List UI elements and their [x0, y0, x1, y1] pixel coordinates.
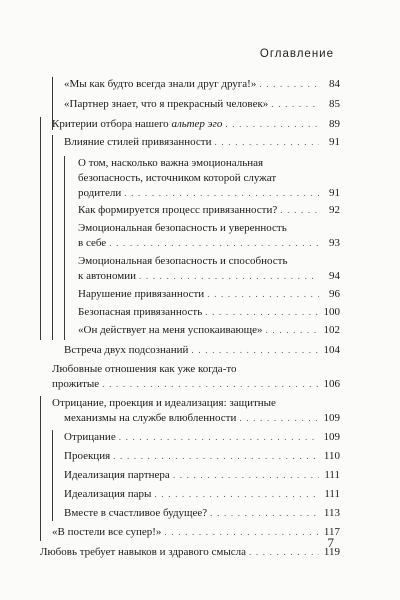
- toc-entry: [78, 203, 340, 218]
- toc-entry-page: 104: [323, 344, 340, 356]
- toc-entry-page: 100: [323, 306, 340, 318]
- toc-entry-title: к автономии: [78, 270, 136, 282]
- vertical-rule: [52, 77, 53, 130]
- toc-entry-title: Вместе в счастливое будущее?: [64, 507, 208, 519]
- dot-leader: [259, 77, 319, 92]
- toc-entry-page: 106: [323, 378, 340, 390]
- dot-leader: [207, 287, 319, 302]
- toc-entry-title: родители: [78, 187, 122, 199]
- page-number: 7: [327, 535, 334, 550]
- emphasis-text: альтер эго: [171, 118, 223, 130]
- toc-entry: [52, 117, 340, 132]
- toc-entry-title: Нарушение привязанности: [78, 288, 205, 300]
- toc-entry-title: в себе: [78, 237, 107, 249]
- toc-entry-page: 91: [329, 136, 340, 148]
- dot-leader: [266, 323, 319, 338]
- toc-entry-page: 85: [329, 98, 340, 110]
- toc-entry-title: Отрицание: [64, 431, 116, 443]
- toc-entry-page: 113: [323, 507, 340, 519]
- dot-leader: [109, 236, 319, 251]
- toc-entry-page: 94: [329, 270, 340, 282]
- dot-leader: [205, 305, 319, 320]
- toc-entry-page: 102: [323, 324, 340, 336]
- toc-entry-page: 84: [329, 78, 340, 90]
- toc-entry-line: Эмоциональная безопасность и способность: [78, 255, 288, 267]
- toc-entry: [78, 236, 340, 251]
- toc-entry-title: Безопасная привязанность: [78, 306, 203, 318]
- toc-entry-title: Влияние стилей привязанности: [64, 136, 212, 148]
- vertical-rule: [64, 156, 65, 340]
- toc-entry-page: 111: [324, 488, 340, 500]
- dot-leader: [210, 506, 319, 521]
- dot-leader: [271, 97, 319, 112]
- dot-leader: [164, 525, 319, 540]
- vertical-rule: [40, 396, 41, 541]
- toc-entry-title: Идеализация партнера: [64, 469, 170, 481]
- toc-entry: [64, 430, 340, 445]
- dot-leader: [102, 377, 319, 392]
- toc-entry-title: «Партнер знает, что я прекрасный человек»: [64, 98, 269, 110]
- toc-entry: [78, 269, 340, 284]
- dot-leader: [154, 487, 319, 502]
- toc-entry-title: механизмы на службе влюбленности: [64, 412, 237, 424]
- toc-entry: [64, 468, 340, 483]
- toc-entry-line: Любовные отношения как уже когда-то: [52, 363, 237, 375]
- toc-entry-title: Идеализация пары: [64, 488, 152, 500]
- dot-leader: [139, 269, 319, 284]
- toc-entry: [64, 343, 340, 358]
- toc-entry: [64, 449, 340, 464]
- dot-leader: [225, 117, 319, 132]
- toc-entry-page: 91: [329, 187, 340, 199]
- toc-entry-title: Критерии отбора нашего альтер эго: [52, 118, 223, 130]
- vertical-rule: [40, 117, 41, 340]
- vertical-rule: [52, 430, 53, 521]
- toc-entry-page: 109: [323, 431, 340, 443]
- toc-entry-title: «Он действует на меня успокаивающе»: [78, 324, 263, 336]
- toc-entry-page: 89: [329, 118, 340, 130]
- toc-entry-page: 92: [329, 204, 340, 216]
- toc-entry-page: 109: [323, 412, 340, 424]
- toc-entry-page: 96: [329, 288, 340, 300]
- dot-leader: [119, 430, 319, 445]
- toc-entry: [64, 487, 340, 502]
- toc-entry-page: 117: [323, 526, 340, 538]
- toc-entry: [78, 186, 340, 201]
- toc-entry-page: 111: [324, 469, 340, 481]
- toc-entry: [64, 411, 340, 426]
- toc-entry: [64, 506, 340, 521]
- toc-entry: [78, 287, 340, 302]
- toc-entry: [52, 377, 340, 392]
- dot-leader: [239, 411, 319, 426]
- toc-entry: [78, 305, 340, 320]
- dot-leader: [173, 468, 319, 483]
- dot-leader: [191, 343, 319, 358]
- toc-entry-title: прожитые: [52, 378, 100, 390]
- toc-entry: [64, 77, 340, 92]
- dot-leader: [215, 135, 320, 150]
- toc-entry: [64, 97, 340, 112]
- toc-entry-line: Эмоциональная безопасность и уверенность: [78, 222, 287, 234]
- toc-entry-title: «Мы как будто всегда знали друг друга!»: [64, 78, 257, 90]
- dot-leader: [124, 186, 319, 201]
- vertical-rule: [52, 135, 53, 340]
- toc-entry: [52, 525, 340, 540]
- dot-leader: [280, 203, 319, 218]
- dot-leader: [249, 545, 319, 560]
- toc-entry-title: Проекция: [64, 450, 111, 462]
- toc-entry-line: Отрицание, проекция и идеализация: защитные: [52, 397, 276, 409]
- running-header: Оглавление: [259, 48, 334, 60]
- toc-entry-title: «В постели все супер!»: [52, 526, 162, 538]
- toc-entry: [40, 545, 340, 560]
- toc-entry-title: Встреча двух подсознаний: [64, 344, 189, 356]
- toc-entry: [78, 323, 340, 338]
- toc-entry-title: Как формируется процесс привязанности?: [78, 204, 278, 216]
- toc-entry-page: 110: [323, 450, 340, 462]
- toc-entry: [64, 135, 340, 150]
- toc-entry-title: Любовь требует навыков и здравого смысла: [40, 546, 246, 558]
- dot-leader: [113, 449, 319, 464]
- toc-entry-line: безопасность, источником которой служат: [78, 172, 277, 184]
- toc-entry-page: 119: [323, 546, 340, 558]
- toc-entry-line: О том, насколько важна эмоциональная: [78, 157, 264, 169]
- toc-entry-page: 93: [329, 237, 340, 249]
